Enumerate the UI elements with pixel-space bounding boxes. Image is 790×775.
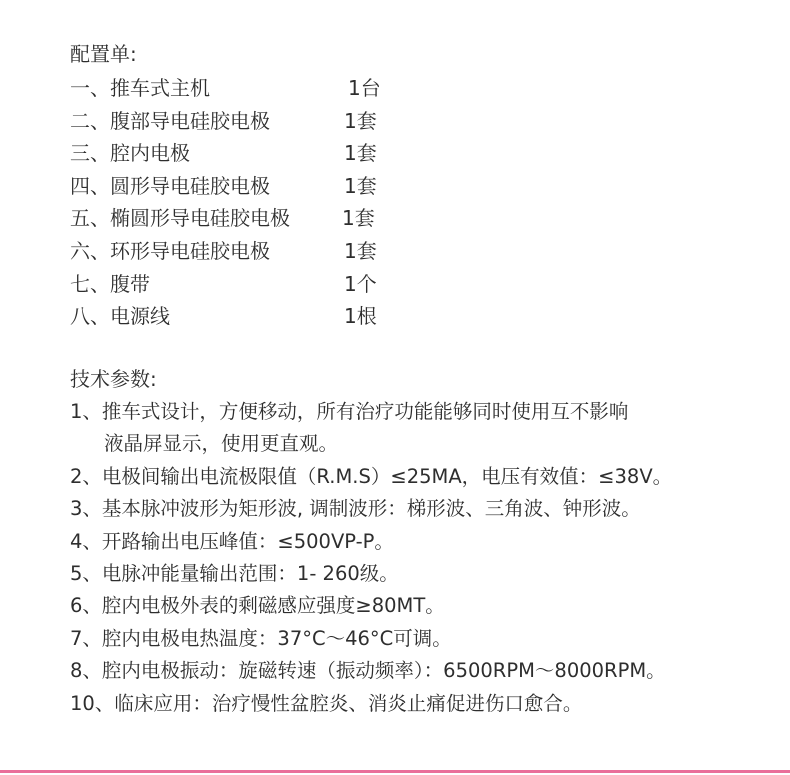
config-item-qty: 1套 [344,108,377,133]
config-item-name: 三、腔内电极 [70,141,190,166]
config-item-name: 二、腹部导电硅胶电极 [70,108,270,133]
config-item-name: 一、推车式主机 [70,76,210,100]
config-list [70,74,570,335]
spec-item-8: 8、腔内电极振动：旋磁转速（振动频率）：6500RPM～8000RPM。 [70,659,666,683]
config-item [70,74,570,107]
spec-item-2: 2、电极间输出电流极限值（R.M.S）≤25MA，电压有效值：≤38V。 [70,464,673,488]
bottom-divider [0,770,790,773]
config-item-name: 八、电源线 [70,304,170,329]
spec-item-10: 10、临床应用：治疗慢性盆腔炎、消炎止痛促进伤口愈合。 [70,691,583,715]
config-item [70,237,570,270]
config-item-qty: 1根 [344,304,377,329]
config-item [70,270,570,303]
config-item-qty: 1个 [344,271,377,296]
config-item-qty: 1套 [344,173,377,198]
config-heading: 配置单: [70,42,137,66]
spec-item-3: 3、基本脉冲波形为矩形波, 调制波形：梯形波、三角波、钟形波。 [70,497,641,521]
config-item [70,204,570,237]
config-item-name: 六、环形导电硅胶电极 [70,238,270,263]
spec-item-7: 7、腔内电极电热温度：37°C～46°C可调。 [70,626,452,650]
config-item [70,172,570,205]
config-item [70,302,570,335]
spec-list [70,396,770,720]
config-item-name: 五、椭圆形导电硅胶电极 [70,206,290,231]
spec-item-4: 4、开路输出电压峰值：≤500VP-P。 [70,529,394,553]
config-item [70,107,570,140]
specs-heading: 技术参数: [70,367,157,391]
spec-item-1-line-1: 1、推车式设计，方便移动，所有治疗功能能够同时使用互不影响 [70,400,629,423]
config-item-name: 七、腹带 [70,271,150,296]
config-item-qty: 1套 [344,141,377,166]
config-item-qty: 1套 [342,206,375,231]
config-item-qty: 1套 [344,238,377,263]
spec-item-1-line-2: 液晶屏显示，使用更直观。 [104,432,339,456]
config-item-name: 四、圆形导电硅胶电极 [70,173,270,198]
config-item [70,139,570,172]
config-item-qty: 1台 [348,76,381,100]
spec-item-6: 6、腔内电极外表的剩磁感应强度≥80MT。 [70,594,445,618]
spec-item-5: 5、电脉冲能量输出范围：1- 260级。 [70,562,399,586]
